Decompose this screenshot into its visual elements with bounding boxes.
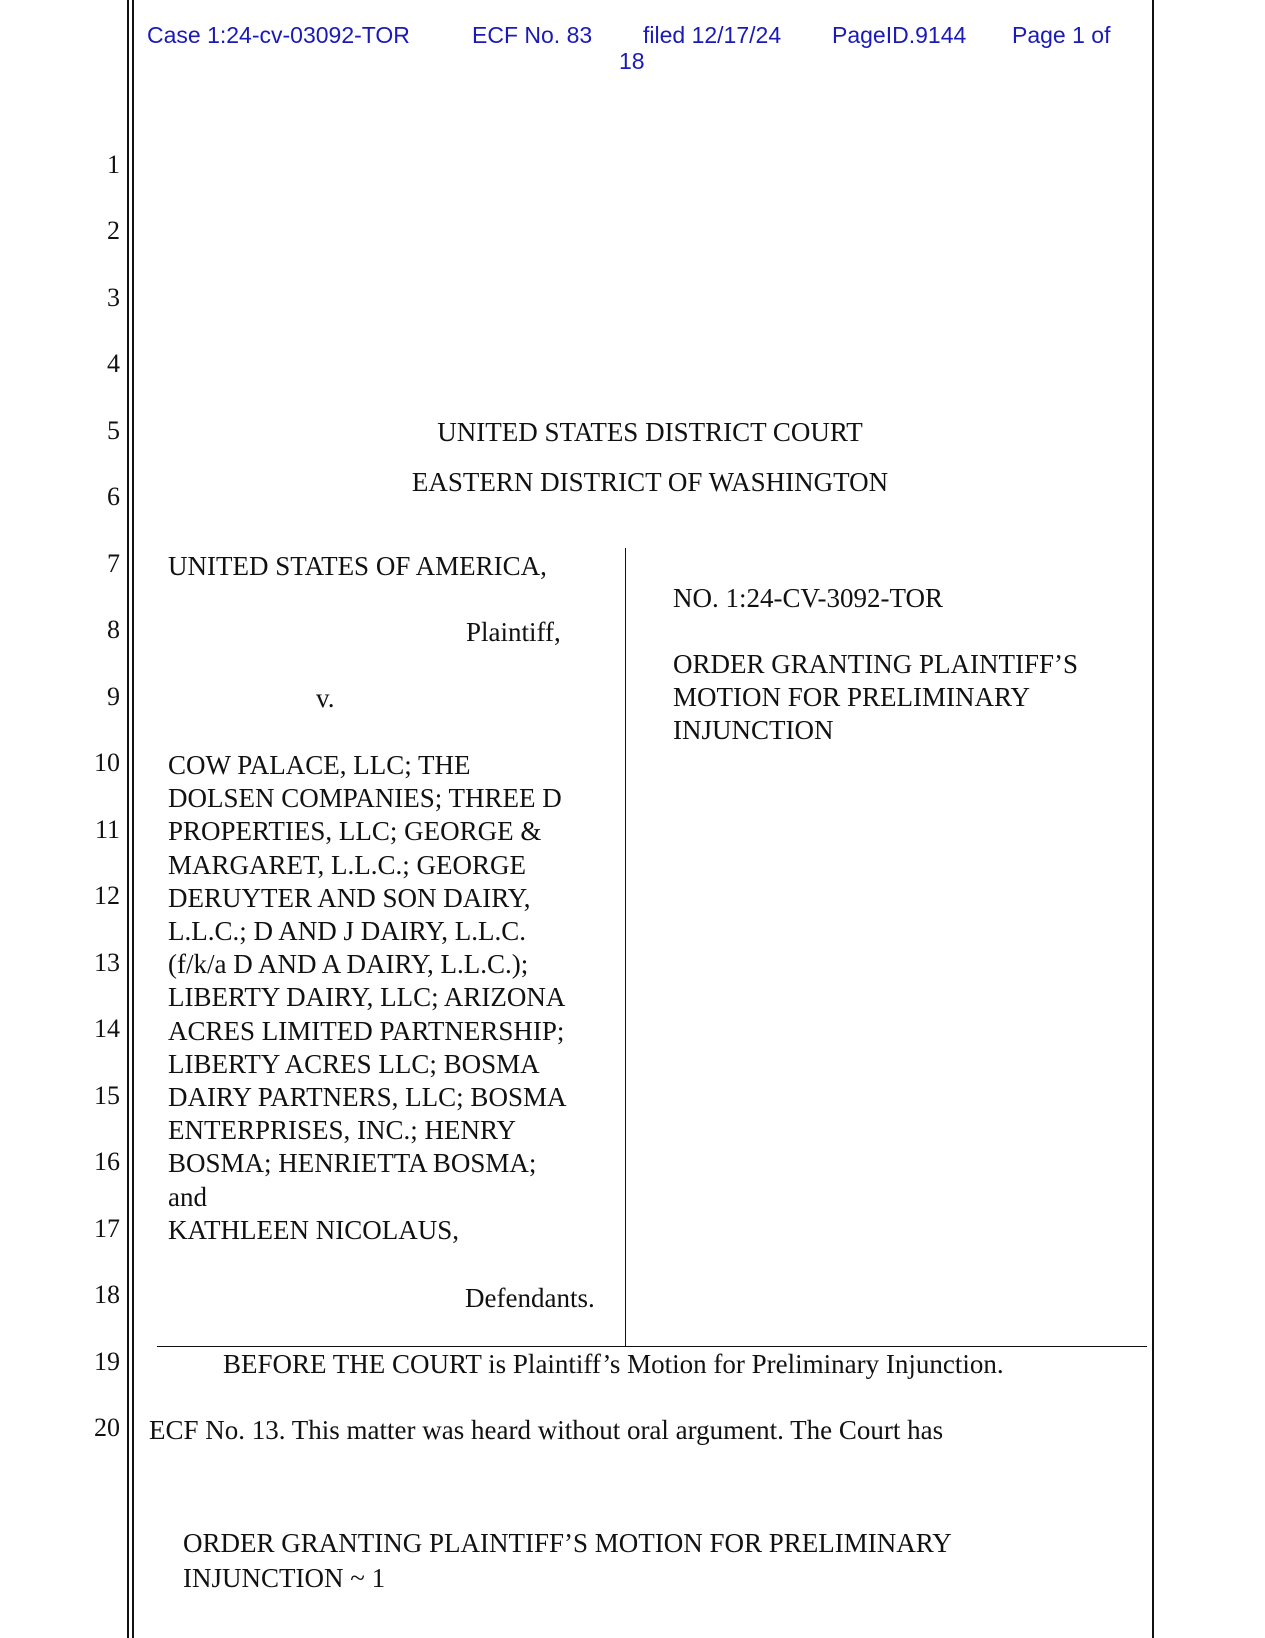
header-ecf-number: ECF No. 83 — [472, 22, 593, 48]
line-number: 8 — [107, 615, 120, 644]
line-number: 20 — [94, 1413, 120, 1442]
defendant-line: ENTERPRISES, INC.; HENRY — [168, 1115, 517, 1146]
body-line-19: BEFORE THE COURT is Plaintiff’s Motion for Preliminary Injunction. — [223, 1349, 1004, 1379]
line-number: 13 — [94, 948, 120, 977]
line-number: 2 — [107, 216, 120, 245]
court-name: UNITED STATES DISTRICT COURT — [437, 417, 863, 447]
defendant-line: LIBERTY ACRES LLC; BOSMA — [168, 1048, 540, 1079]
versus: v. — [316, 683, 335, 713]
line-number: 5 — [107, 416, 120, 445]
line-number: 19 — [94, 1347, 120, 1376]
line-number: 17 — [94, 1214, 120, 1243]
right-margin-rule — [1152, 0, 1154, 1638]
line-number: 4 — [107, 349, 120, 378]
defendant-line: ACRES LIMITED PARTNERSHIP; — [168, 1015, 565, 1046]
defendant-line: and — [168, 1181, 207, 1212]
line-number: 7 — [107, 549, 120, 578]
footer-title-line2: INJUNCTION ~ 1 — [183, 1563, 386, 1593]
defendant-line: KATHLEEN NICOLAUS, — [168, 1214, 459, 1245]
plaintiff-label: Plaintiff, — [466, 617, 561, 647]
line-number: 14 — [94, 1014, 120, 1043]
line-number: 9 — [107, 682, 120, 711]
line-number: 18 — [94, 1280, 120, 1309]
order-title-line: MOTION FOR PRELIMINARY — [673, 682, 1031, 712]
header-page-of: Page 1 of — [1012, 22, 1111, 48]
case-number: NO. 1:24-CV-3092-TOR — [673, 583, 944, 613]
header-page-id: PageID.9144 — [832, 22, 967, 48]
caption-divider — [625, 548, 626, 1346]
left-margin-rule-inner — [132, 0, 134, 1638]
line-number: 6 — [107, 482, 120, 511]
header-page-total: 18 — [619, 48, 645, 74]
court-district: EASTERN DISTRICT OF WASHINGTON — [411, 467, 889, 497]
defendant-line: L.L.C.; D AND J DAIRY, L.L.C. — [168, 916, 527, 947]
defendant-line: COW PALACE, LLC; THE — [168, 750, 471, 780]
defendant-line: LIBERTY DAIRY, LLC; ARIZONA — [168, 982, 566, 1013]
defendant-line: MARGARET, L.L.C.; GEORGE — [168, 849, 526, 880]
defendants-list — [168, 749, 608, 1247]
footer-title-line1: ORDER GRANTING PLAINTIFF’S MOTION FOR PRELIMINARY — [183, 1528, 952, 1558]
line-number: 16 — [94, 1147, 120, 1176]
line-number: 15 — [94, 1081, 120, 1110]
line-number: 12 — [94, 881, 120, 910]
defendants-label: Defendants. — [465, 1283, 595, 1313]
header-filed-date: filed 12/17/24 — [643, 22, 782, 48]
left-margin-rule-outer — [127, 0, 129, 1638]
header-case-number: Case 1:24-cv-03092-TOR — [147, 22, 410, 48]
order-title-line: ORDER GRANTING PLAINTIFF’S — [673, 649, 1079, 679]
line-number: 3 — [107, 283, 120, 312]
line-number: 1 — [107, 150, 120, 179]
order-title-line: INJUNCTION — [673, 715, 834, 745]
line-number: 11 — [94, 815, 120, 844]
plaintiff-name: UNITED STATES OF AMERICA, — [168, 551, 547, 581]
defendant-line: BOSMA; HENRIETTA BOSMA; — [168, 1148, 537, 1179]
defendant-line: PROPERTIES, LLC; GEORGE & — [168, 816, 542, 847]
defendant-line: DERUYTER AND SON DAIRY, — [168, 882, 531, 913]
caption-bottom-rule — [157, 1346, 1147, 1347]
line-number: 10 — [94, 748, 120, 777]
defendant-line: (f/k/a D AND A DAIRY, L.L.C.); — [168, 949, 529, 980]
body-line-20: ECF No. 13. This matter was heard without oral argument. The Court has — [149, 1415, 944, 1445]
defendant-line: DOLSEN COMPANIES; THREE D — [168, 783, 562, 814]
defendant-line: DAIRY PARTNERS, LLC; BOSMA — [168, 1082, 567, 1113]
order-title — [673, 648, 1078, 747]
